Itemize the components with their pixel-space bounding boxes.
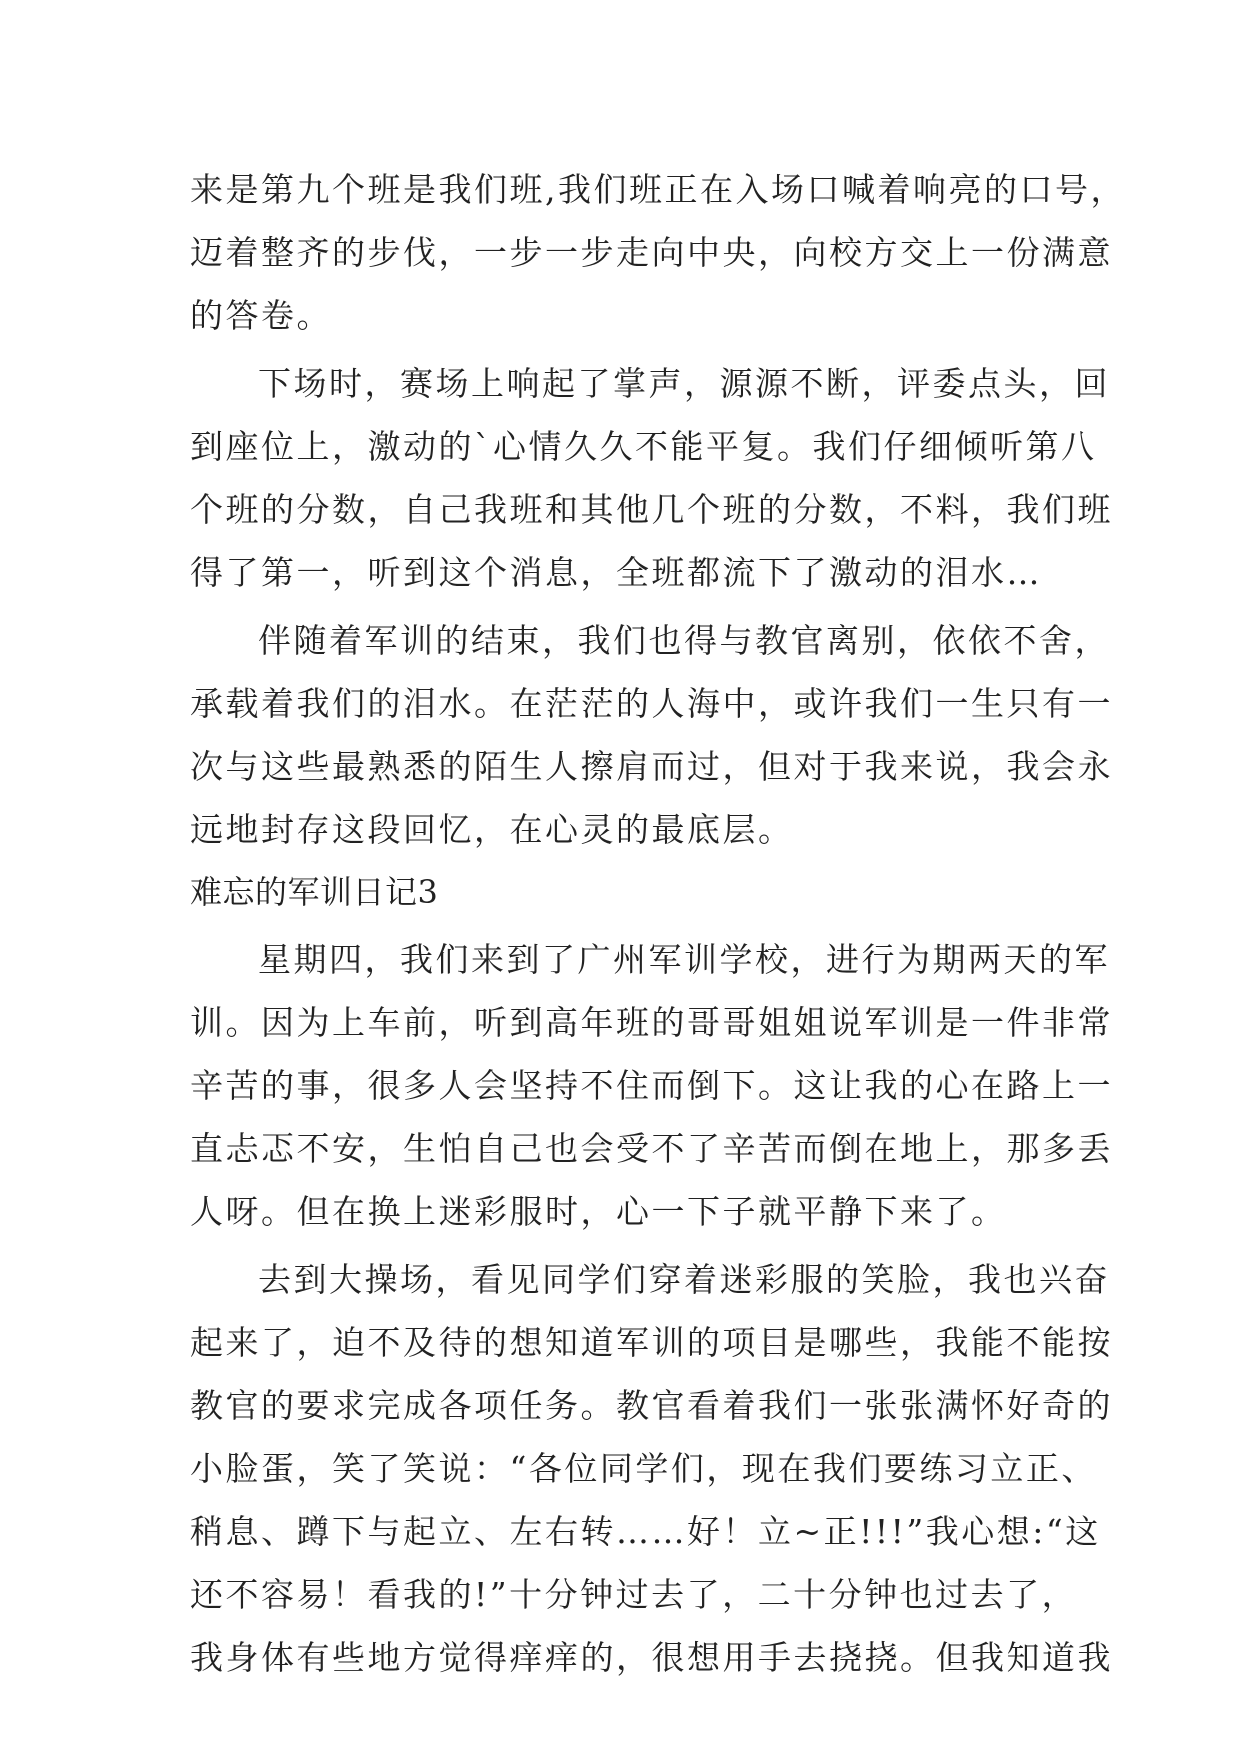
text-line: 起来了，迫不及待的想知道军训的项目是哪些，我能不能按 <box>190 1323 1113 1362</box>
document-body <box>190 158 1126 1689</box>
text-line: 星期四，我们来到了广州军训学校，进行为期两天的军 <box>258 940 1110 979</box>
text-line: 稍息、蹲下与起立、左右转……好！立~正!!!”我心想:“这 <box>190 1512 1101 1551</box>
text-line: 下场时，赛场上响起了掌声，源源不断，评委点头，回 <box>258 364 1110 403</box>
paragraph <box>190 928 1113 1243</box>
text-line: 训。因为上车前，听到高年班的哥哥姐姐说军训是一件非常 <box>190 1003 1113 1042</box>
text-line: 直忐忑不安，生怕自己也会受不了辛苦而倒在地上，那多丢 <box>190 1129 1113 1168</box>
text-line: 伴随着军训的结束，我们也得与教官离别，依依不舍， <box>258 621 1110 660</box>
text-line: 还不容易！看我的!”十分钟过去了，二十分钟也过去了， <box>190 1575 1078 1614</box>
text-line: 远地封存这段回忆，在心灵的最底层。 <box>190 810 794 849</box>
text-line: 小脸蛋，笑了笑说：“各位同学们，现在我们要练习立正、 <box>190 1449 1097 1488</box>
paragraph <box>190 352 1113 604</box>
text-line: 到座位上，激动的`心情久久不能平复。我们仔细倾听第八 <box>190 427 1097 466</box>
paragraph <box>190 609 1113 861</box>
text-line: 教官的要求完成各项任务。教官看着我们一张张满怀好奇的 <box>190 1386 1113 1425</box>
text-line: 人呀。但在换上迷彩服时，心一下子就平静下来了。 <box>190 1192 1007 1231</box>
section-heading: 难忘的军训日记3 <box>190 873 439 911</box>
text-line: 的答卷。 <box>190 296 332 335</box>
text-line: 迈着整齐的步伐，一步一步走向中央，向校方交上一份满意 <box>190 233 1113 272</box>
text-line: 次与这些最熟悉的陌生人擦肩而过，但对于我来说，我会永 <box>190 747 1113 786</box>
text-line: 辛苦的事，很多人会坚持不住而倒下。这让我的心在路上一 <box>190 1066 1113 1105</box>
text-line: 个班的分数，自己我班和其他几个班的分数，不料，我们班 <box>190 490 1113 529</box>
text-line: 来是第九个班是我们班,我们班正在入场口喊着响亮的口号， <box>190 170 1126 209</box>
paragraph <box>190 158 1126 347</box>
text-line: 去到大操场，看见同学们穿着迷彩服的笑脸，我也兴奋 <box>258 1260 1110 1299</box>
text-line: 得了第一，听到这个消息，全班都流下了激动的泪水… <box>190 553 1042 592</box>
paragraph <box>190 1248 1113 1689</box>
text-line: 承载着我们的泪水。在茫茫的人海中，或许我们一生只有一 <box>190 684 1113 723</box>
text-line: 我身体有些地方觉得痒痒的，很想用手去挠挠。但我知道我 <box>190 1638 1113 1677</box>
